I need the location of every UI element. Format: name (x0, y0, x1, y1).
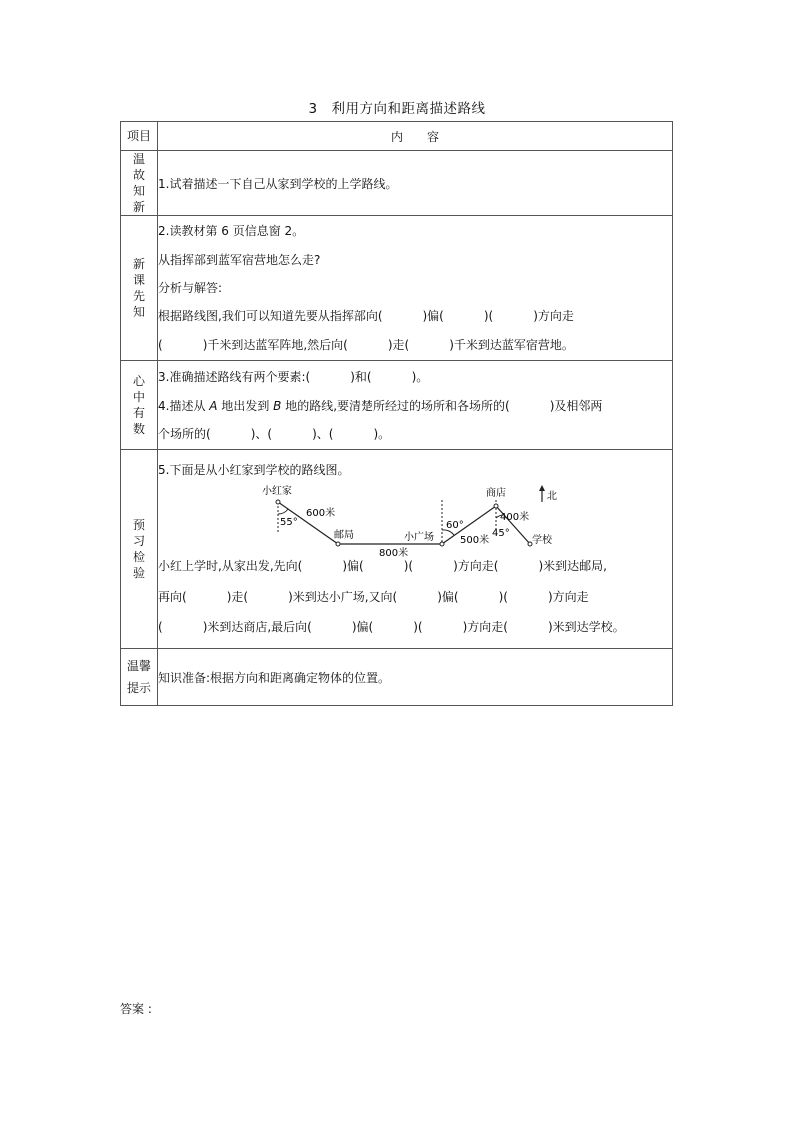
title-number: 3 (308, 101, 318, 117)
label-post: 邮局 (334, 530, 354, 541)
label-angle2: 60° (446, 520, 464, 531)
title-text: 利用方向和距离描述路线 (331, 101, 486, 117)
question-4-line2: 个场所的( )、( )、( )。 (158, 427, 391, 441)
question-2: 2.读教材第 6 页信息窗 2。 (158, 224, 305, 238)
point-shop (494, 504, 498, 508)
row-review (121, 151, 673, 216)
tip-text: 知识准备:根据方向和距离确定物体的位置。 (158, 670, 391, 685)
question-2-line2: ( )千米到达蓝军阵地,然后向( )走( )千米到达蓝军宿营地。 (158, 338, 574, 352)
label-tip: 温馨 提示 (121, 649, 158, 706)
arc-55 (278, 509, 288, 514)
point-square (440, 542, 444, 546)
question-5-line1: 小红上学时,从家出发,先向( )偏( )( )方向走( )米到达邮局, (158, 559, 607, 573)
answer-label: 答案 : (120, 1002, 152, 1016)
label-review: 温 故 知 新 (121, 151, 158, 216)
label-shop: 商店 (486, 488, 506, 499)
label-mind: 心 中 有 数 (121, 361, 158, 450)
label-angle3: 45° (492, 528, 510, 539)
header-row (121, 122, 673, 151)
label-north: 北 (547, 491, 557, 502)
content-new (158, 216, 673, 361)
label-home: 小红家 (262, 486, 292, 497)
question-2-analysis: 分析与解答: (158, 281, 223, 295)
label-dist4: 400米 (500, 512, 530, 523)
header-item: 项目 (121, 122, 158, 151)
label-dist3: 500米 (460, 535, 490, 546)
question-4-line1: 4.描述从 A 地出发到 B 地的路线,要清楚所经过的场所和各场所的( )及相邻两 (158, 399, 603, 413)
route-map-svg (158, 484, 658, 559)
page-title (0, 97, 794, 117)
label-dist2: 800米 (379, 548, 409, 559)
worksheet-table (120, 121, 673, 706)
label-dist1: 600米 (306, 508, 336, 519)
content-tip (158, 649, 673, 706)
label-preview: 预 习 检 验 (121, 450, 158, 649)
content-preview (158, 450, 673, 649)
row-new (121, 216, 673, 361)
question-5: 5.下面是从小红家到学校的路线图。 (158, 463, 350, 477)
label-school: 学校 (532, 535, 552, 546)
content-mind (158, 361, 673, 450)
question-2-line1: 根据路线图,我们可以知道先要从指挥部向( )偏( )( )方向走 (158, 309, 574, 323)
question-5-line2: 再向( )走( )米到达小广场,又向( )偏( )( )方向走 (158, 590, 589, 604)
label-angle1: 55° (280, 517, 298, 528)
label-new: 新 课 先 知 (121, 216, 158, 361)
north-arrow-head (539, 485, 545, 491)
question-2-prompt: 从指挥部到蓝军宿营地怎么走? (158, 253, 321, 267)
point-post (336, 542, 340, 546)
row-mind (121, 361, 673, 450)
row-tip (121, 649, 673, 706)
header-content: 内 容 (158, 122, 673, 151)
row-preview (121, 450, 673, 649)
point-home (276, 500, 280, 504)
label-square: 小广场 (404, 532, 434, 543)
question-1: 1.试着描述一下自己从家到学校的上学路线。 (158, 176, 398, 191)
route-map (158, 484, 658, 559)
content-review (158, 151, 673, 216)
question-5-line3: ( )米到达商店,最后向( )偏( )( )方向走( )米到达学校。 (158, 620, 625, 634)
question-3: 3.准确描述路线有两个要素:( )和( )。 (158, 370, 429, 384)
